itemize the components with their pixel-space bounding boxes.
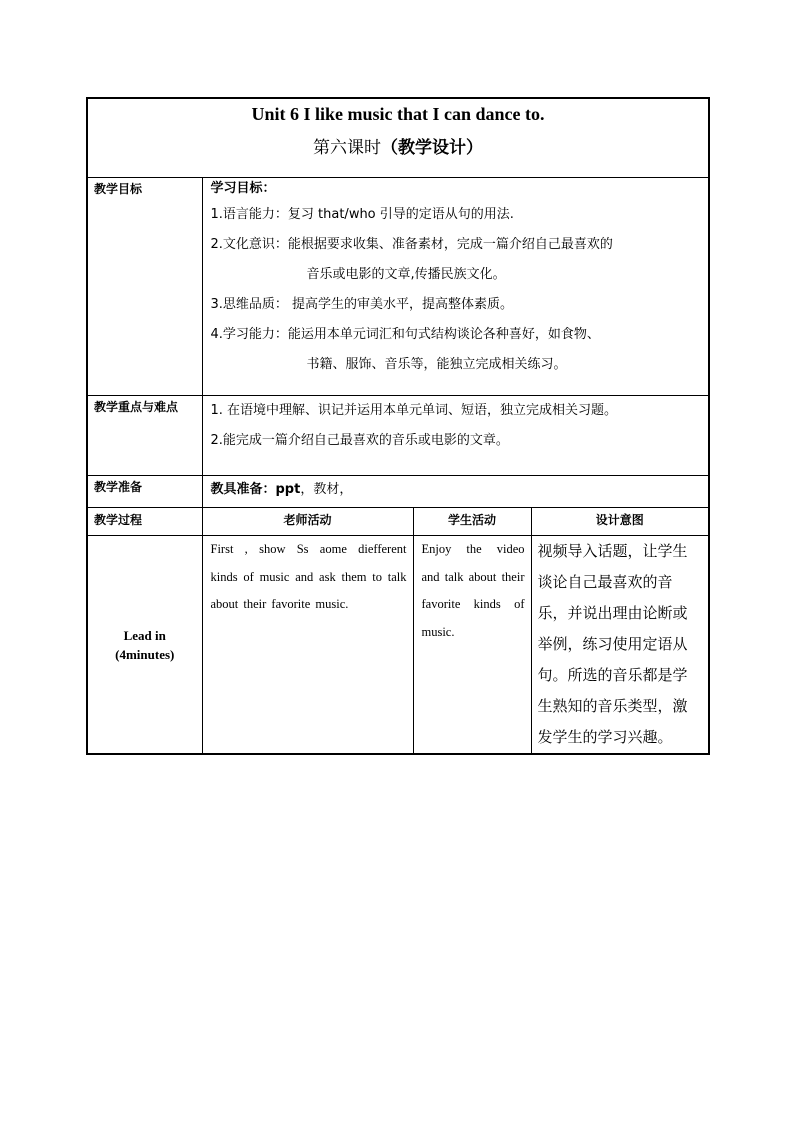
objective-line: 3.思维品质： 提高学生的审美水平，提高整体素质。 (210, 297, 514, 312)
teacher-activity: First , show Ss aome diefferent kinds of music and ask them to talk about their favorite music. (202, 536, 413, 755)
intent-line: 乐，并说出理由论断或 (537, 604, 688, 622)
title-row (87, 98, 709, 178)
intent-line: 举例，练习使用定语从 (537, 635, 688, 653)
stage-name: Lead in (123, 627, 166, 643)
unit-title: Unit 6 I like music that I can dance to. (251, 104, 545, 124)
objectives-label: 教学目标 (87, 178, 202, 396)
objective-line: 音乐或电影的文章,传播民族文化。 (306, 267, 506, 282)
preparation-tools: 教具准备：ppt (210, 482, 301, 497)
lesson-subtitle (88, 135, 708, 161)
intent-line: 发学生的学习兴趣。 (537, 728, 673, 746)
stage-duration: (4minutes) (115, 646, 175, 662)
objective-line: 1.语言能力：复习 that/who 引导的定语从句的用法. (210, 207, 514, 222)
intent-line: 生熟知的音乐类型，激 (537, 697, 688, 715)
lesson-plan-table (86, 97, 710, 755)
key-point-line: 2.能完成一篇介绍自己最喜欢的音乐或电影的文章。 (210, 433, 509, 448)
col-header-student: 学生活动 (413, 508, 531, 536)
objective-line: 书籍、服饰、音乐等，能独立完成相关练习。 (306, 357, 567, 372)
stage-cell (87, 536, 202, 755)
process-header-row (87, 508, 709, 536)
title-cell (87, 98, 709, 178)
col-header-intent: 设计意图 (531, 508, 709, 536)
key-points-label: 教学重点与难点 (87, 396, 202, 476)
objective-line: 2.文化意识：能根据要求收集、准备素材，完成一篇介绍自己最喜欢的 (210, 237, 613, 252)
key-point-line: 1. 在语境中理解、识记并运用本单元单词、短语，独立完成相关习题。 (210, 403, 618, 418)
col-header-teacher: 老师活动 (202, 508, 413, 536)
key-points-row (87, 396, 709, 476)
objectives-row (87, 178, 709, 396)
intent-line: 视频导入话题，让学生 (537, 542, 688, 560)
preparation-row (87, 476, 709, 508)
key-points-content (202, 396, 709, 476)
student-activity: Enjoy the video and talk about their favorite kinds of music. (413, 536, 531, 755)
lesson-number: 第六课时 (313, 138, 381, 158)
intent-line: 句。所选的音乐都是学 (537, 666, 688, 684)
intent-line: 谈论自己最喜欢的音 (537, 573, 673, 591)
objective-line: 4.学习能力：能运用本单元词汇和句式结构谈论各种喜好，如食物、 (210, 327, 600, 342)
objectives-content (202, 178, 709, 396)
objectives-heading: 学习目标： (210, 181, 276, 196)
preparation-label: 教学准备 (87, 476, 202, 508)
design-intent (531, 536, 709, 755)
lesson-type: （教学设计） (381, 138, 483, 158)
preparation-content (202, 476, 709, 508)
process-row-lead-in (87, 536, 709, 755)
process-label: 教学过程 (87, 508, 202, 536)
preparation-rest: ，教材， (300, 482, 353, 497)
